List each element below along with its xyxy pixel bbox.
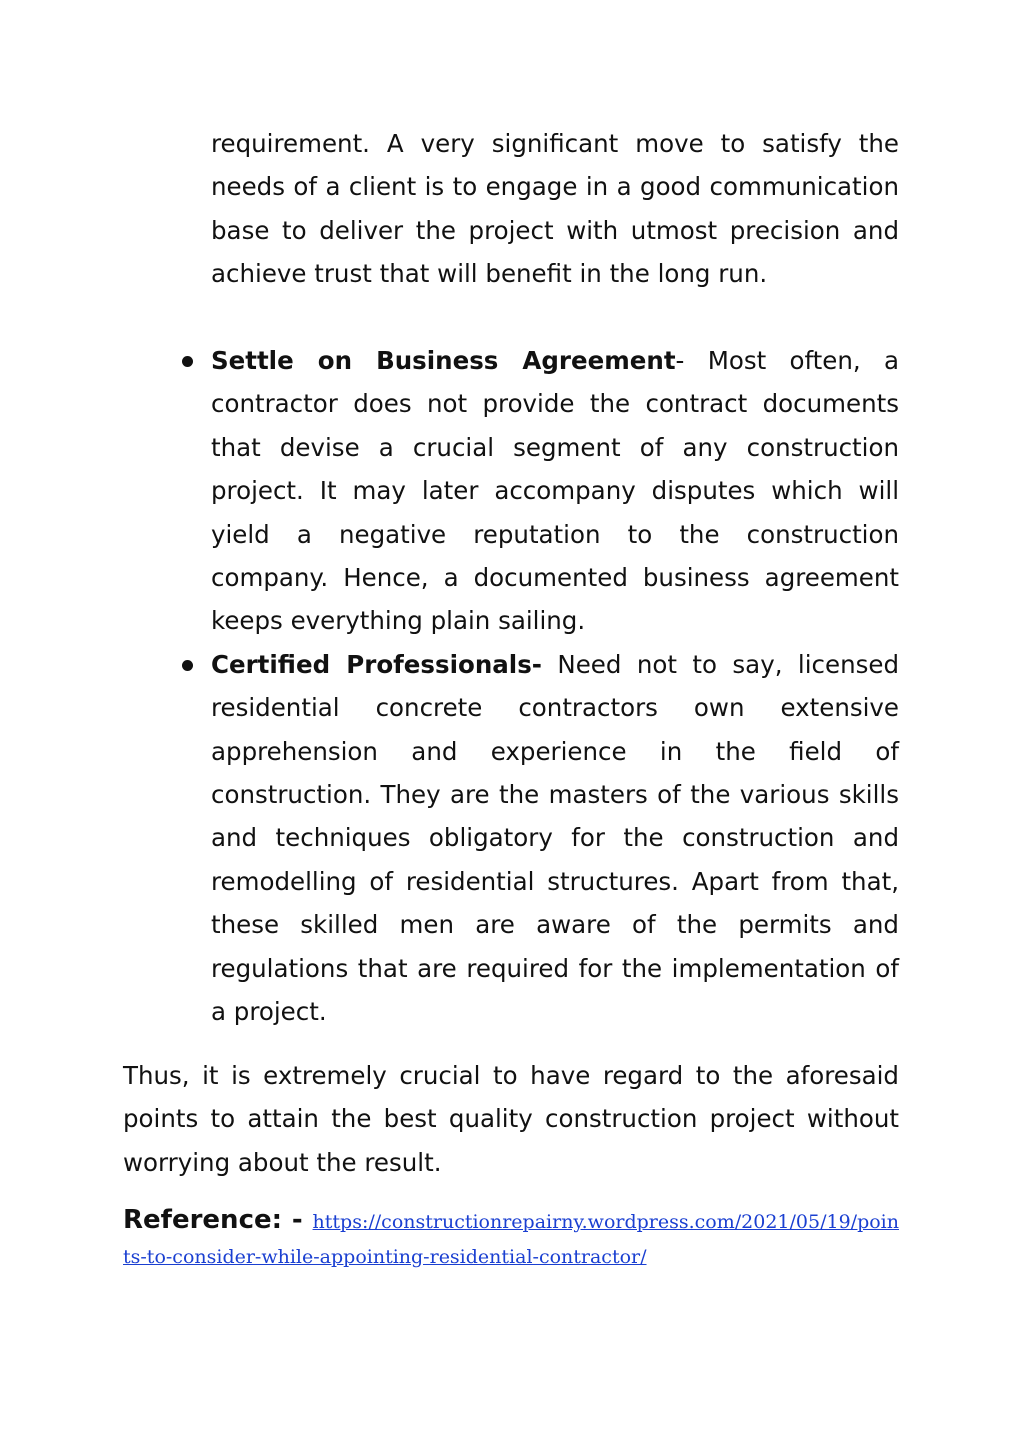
bullet-heading: Settle on Business Agreement [211,346,676,375]
bullet-body: Need not to say, licensed residential concrete contractors own extensive apprehension and experience in the field of construction. They are the masters of the various skills and techniques obligatory for the construction and remodelling of residential structures. Apart from that, these skilled men are aware of the permits and regulations that are required for the implementation of a project. [211,649,899,1027]
bullet-list [0,339,1023,1034]
bullet-heading: Certified Professionals- [211,649,542,679]
bullet-body: - Most often, a contractor does not provide the contract documents that devise a crucial segment of any construction project. It may later accompany disputes which will yield a negative reputation to the construction company. Hence, a documented business agreement keeps everything plain sailing. [211,346,899,636]
bullet-item-certified-professionals [211,643,899,1034]
reference-line [123,1203,899,1275]
bullet-dot-icon [182,356,193,367]
bullet-dot-icon [182,660,193,671]
conclusion-paragraph: Thus, it is extremely crucial to have regard to the aforesaid points to attain the best quality construction project without worrying about the result. [123,1061,899,1177]
reference-label: Reference: - [123,1205,313,1235]
reference-link[interactable]: https://constructionrepairny.wordpress.com/2021/05/19/points-to-consider-while-appointing-residential-contractor/ [123,1211,899,1268]
bullet-item-business-agreement [211,339,899,643]
continuation-paragraph: requirement. A very significant move to satisfy the needs of a client is to engage in a good communication base to deliver the project with utmost precision and achieve trust that will benefit in the long run. [211,129,899,289]
